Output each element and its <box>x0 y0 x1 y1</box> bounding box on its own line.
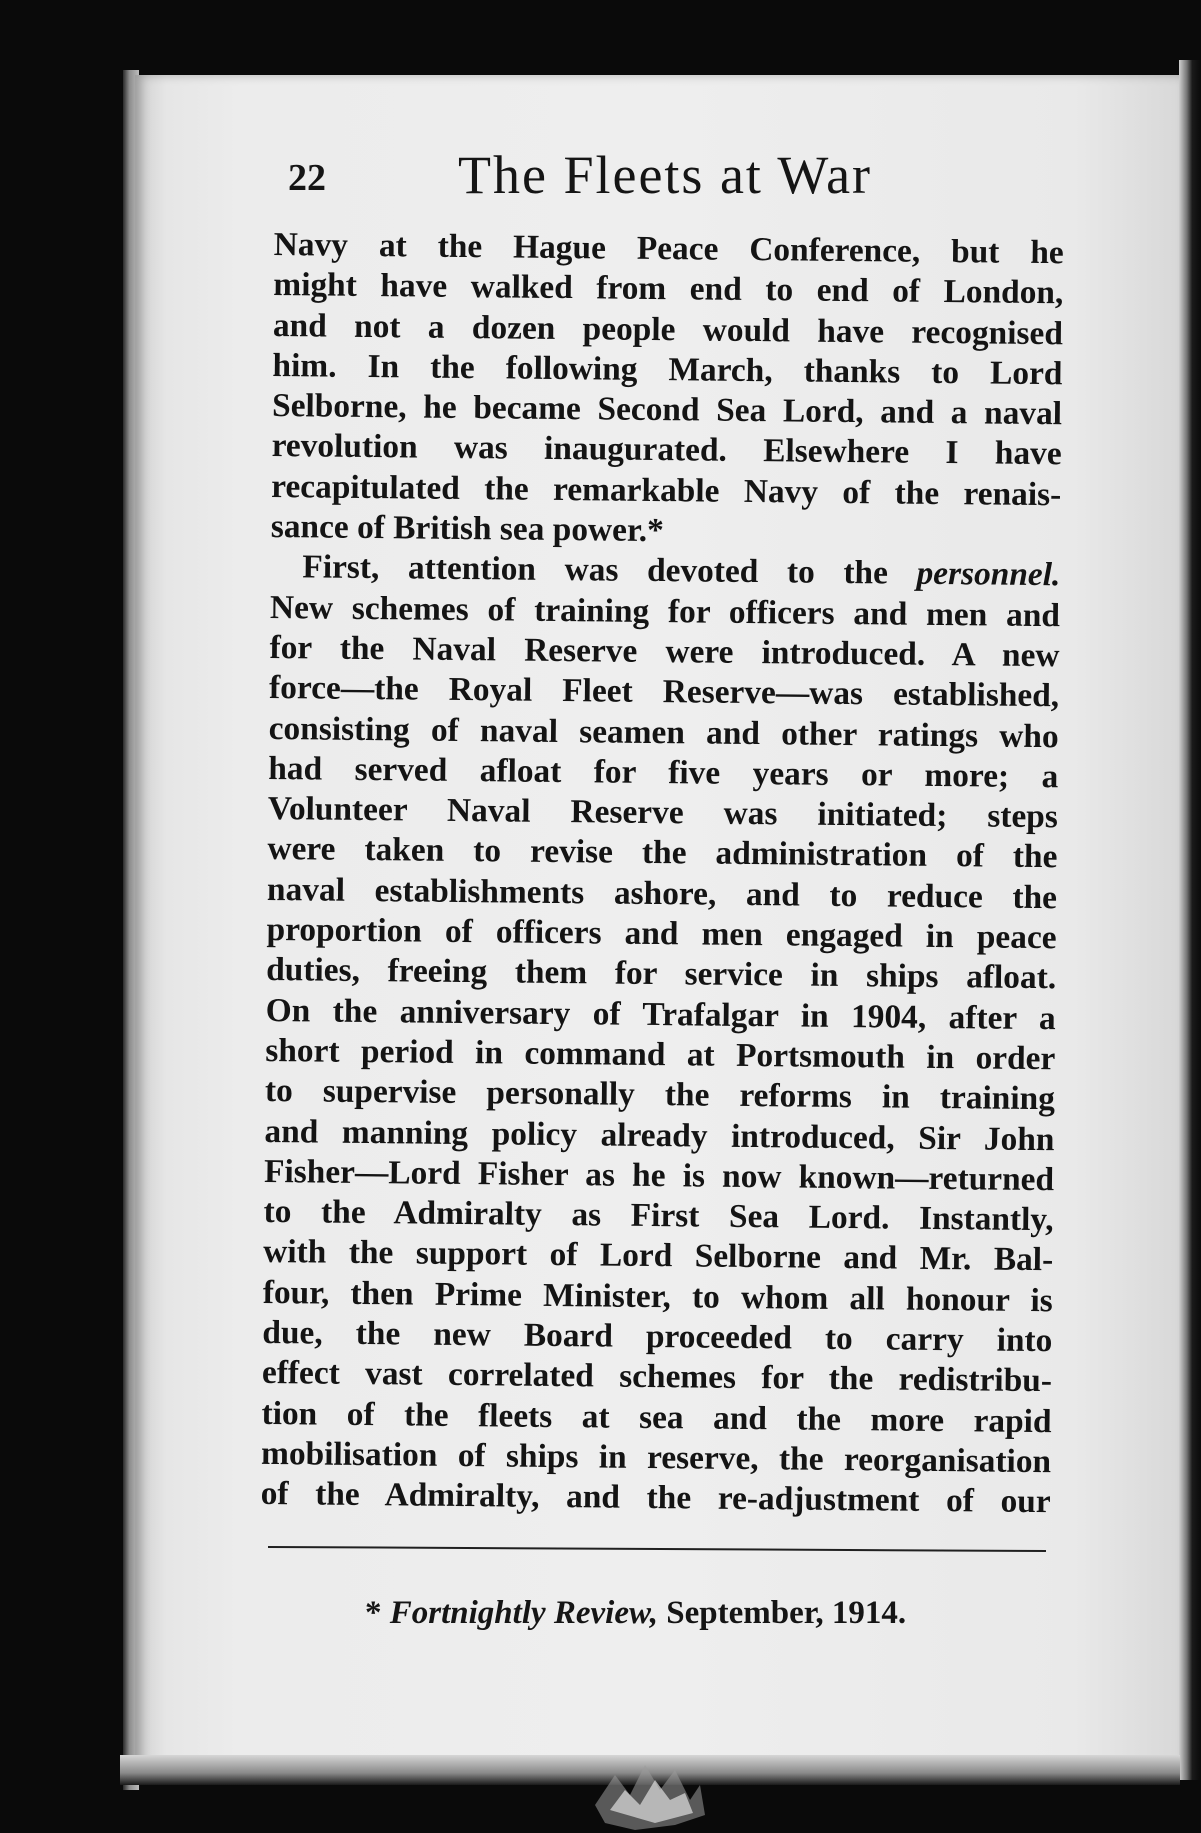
text-line: effect vast correlated schemes for the redistribu- <box>261 1354 1053 1400</box>
text-line: naval establishments ashore, and to reduce the <box>266 870 1058 916</box>
text-line: recapitulated the remarkable Navy of the renais- <box>271 467 1062 514</box>
footnote-source: Fortnightly Review, <box>389 1595 659 1631</box>
text-line: short period in command at Portsmouth in order <box>265 1031 1056 1078</box>
text-line: sance of British sea power.* <box>270 508 664 550</box>
text-line: Fisher—Lord Fisher as he is now known—returned <box>263 1152 1055 1199</box>
footnote-marker: * <box>365 1595 382 1631</box>
text-line: and not a dozen people would have recognised <box>272 306 1064 352</box>
text-line: duties, freeing them for service in ships afloat. <box>266 951 1057 997</box>
text-line: for the Naval Reserve were introduced. A new <box>269 628 1060 675</box>
text-line-lead: First, attention was devoted to the <box>302 548 889 592</box>
text-line: On the anniversary of Trafalgar in 1904, after a <box>265 991 1056 1037</box>
text-line: force—the Royal Fleet Reserve—was established, <box>268 669 1060 715</box>
text-line: Selborne, he became Second Sea Lord, and a naval <box>271 387 1063 433</box>
page-right-edge <box>1179 60 1201 1780</box>
text-line: revolution was inaugurated. Elsewhere I have <box>271 427 1062 473</box>
text-line: mobilisation of ships in reserve, the reorganisation <box>260 1434 1052 1481</box>
text-line: with the support of Lord Selborne and Mr. Bal- <box>263 1233 1054 1279</box>
text-line: four, then Prime Minister, to whom all honour is <box>262 1273 1053 1319</box>
text-line: consisting of naval seamen and other ratings who <box>268 709 1059 755</box>
running-title: The Fleets at War <box>458 145 873 205</box>
body-text <box>260 225 1063 1523</box>
text-line: were taken to revise the administration of the <box>267 830 1058 876</box>
text-line: of the Admiralty, and the re-adjustment of our <box>260 1475 1051 1521</box>
page-number: 22 <box>288 157 326 199</box>
text-line: to supervise personally the reforms in training <box>264 1072 1056 1118</box>
text-line: tion of the fleets at sea and the more rapid <box>261 1394 1052 1440</box>
text-line: Navy at the Hague Peace Conference, but he <box>273 225 1064 272</box>
footnote-date: September, 1914. <box>666 1595 907 1631</box>
footnote <box>365 1595 906 1632</box>
page-header <box>288 145 1068 208</box>
text-line: due, the new Board proceeded to carry into <box>262 1313 1053 1360</box>
text-line: Volunteer Naval Reserve was initiated; steps <box>267 790 1059 836</box>
italic-word: personnel. <box>916 555 1061 594</box>
text-line: New schemes of training for officers and men and <box>269 588 1061 634</box>
text-line: had served afloat for five years or more; a <box>268 749 1059 796</box>
text-line: proportion of officers and men engaged in peace <box>266 911 1057 957</box>
bottom-scan-artifact <box>575 1745 715 1833</box>
text-line: to the Admiralty as First Sea Lord. Instantly, <box>263 1193 1054 1239</box>
text-line: him. In the following March, thanks to Lord <box>272 346 1063 393</box>
text-line: and manning policy already introduced, Sir John <box>264 1112 1055 1158</box>
text-line: might have walked from end to end of London, <box>273 266 1064 312</box>
